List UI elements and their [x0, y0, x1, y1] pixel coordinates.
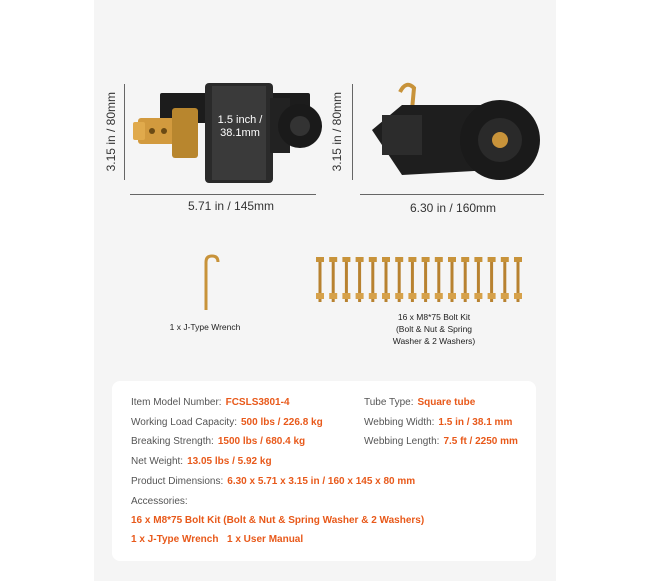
right-width-line: [360, 194, 544, 195]
specifications-box: [112, 381, 536, 561]
bolt-icon: [382, 257, 390, 302]
right-width-label: 6.30 in / 160mm: [410, 201, 497, 215]
bolt-icon: [501, 257, 509, 302]
left-height-line: [124, 84, 125, 180]
bolt-icon: [461, 257, 469, 302]
accessory-wrench: 1 x J-Type Wrench: [131, 534, 219, 545]
left-height-label: 3.15 in / 80mm: [104, 92, 118, 172]
spec-webbing-width: Webbing Width: 1.5 in / 38.1 mm: [364, 417, 513, 428]
spec-webbing-length: Webbing Length: 7.5 ft / 2250 mm: [364, 436, 518, 447]
bolt-icon: [329, 257, 337, 302]
left-width-line: [130, 194, 316, 195]
spec-net-weight: Net Weight: 13.05 lbs / 5.92 kg: [131, 456, 272, 467]
bolt-icon: [369, 257, 377, 302]
winch-side-image: [362, 80, 547, 190]
spec-breaking-strength: Breaking Strength: 1500 lbs / 680.4 kg: [131, 436, 306, 447]
bolt-caption-line2: (Bolt & Nut & Spring: [395, 324, 473, 334]
bolt-icon: [514, 257, 522, 302]
bolt-icon: [435, 257, 443, 302]
bolt-icon: [422, 257, 430, 302]
strap-width-label: 1.5 inch / 38.1mm: [217, 114, 263, 139]
spec-tube: Tube Type: Square tube: [364, 397, 476, 408]
accessory-manual: 1 x User Manual: [227, 534, 304, 545]
accessory-bolt-kit: 16 x M8*75 Bolt Kit (Bolt & Nut & Spring Washer & 2 Washers): [131, 515, 425, 526]
spec-dimensions: Product Dimensions: 6.30 x 5.71 x 3.15 in / 160 x 145 x 80 mm: [131, 476, 416, 487]
bolt-icon: [488, 257, 496, 302]
bolt-icon: [395, 257, 403, 302]
bolt-icon: [448, 257, 456, 302]
bolt-icon: [316, 257, 324, 302]
left-width-label: 5.71 in / 145mm: [188, 199, 275, 213]
bolt-icon: [356, 257, 364, 302]
bolt-icon: [474, 257, 482, 302]
bolt-icon: [342, 257, 350, 302]
bolt-caption-line1: 16 x M8*75 Bolt Kit: [397, 312, 471, 322]
wrench-caption: 1 x J-Type Wrench: [169, 322, 241, 332]
j-wrench-image: [198, 254, 222, 312]
bolt-icon: [408, 257, 416, 302]
spec-wlc: Working Load Capacity: 500 lbs / 226.8 kg: [131, 417, 323, 428]
bolt-caption-line3: Washer & 2 Washers): [392, 336, 476, 346]
spec-accessories-label: Accessories:: [131, 496, 188, 507]
bolt-kit-image: [314, 255, 534, 307]
spec-model: Item Model Number: FCSLS3801-4: [131, 397, 290, 408]
right-height-line: [352, 84, 353, 180]
right-height-label: 3.15 in / 80mm: [330, 92, 344, 172]
bolt-kit-caption: [364, 311, 504, 347]
